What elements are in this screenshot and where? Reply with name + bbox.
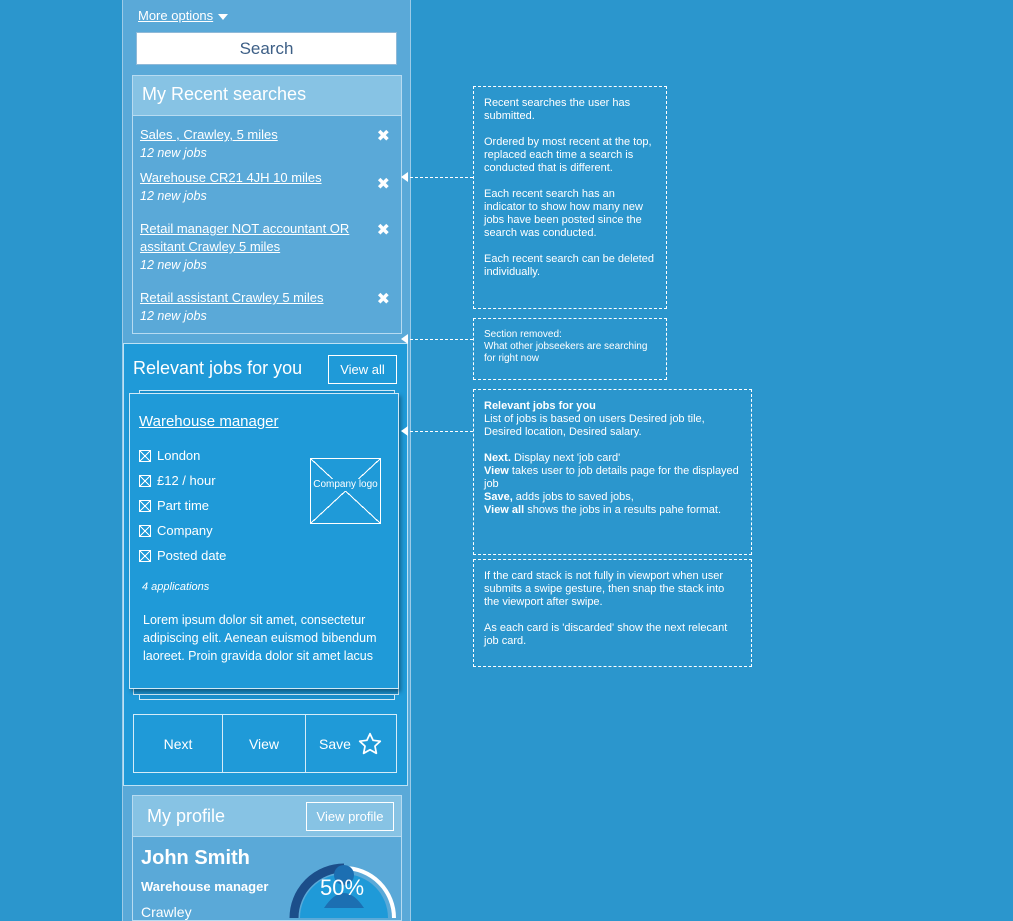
image-placeholder-icon (139, 475, 151, 487)
my-profile-panel (132, 795, 402, 921)
image-placeholder-icon (139, 525, 151, 537)
delete-search-icon[interactable]: ✖ (376, 128, 390, 145)
profile-title: My profile (147, 806, 226, 826)
annotation-card-stack: If the card stack is not fully in viewport when user submits a swipe gesture, then snap the stack into the viewport after swipe. As each card is 'discarded' show the next relecant job card. (473, 559, 752, 667)
delete-search-icon[interactable]: ✖ (376, 222, 390, 239)
profile-name: John Smith (141, 847, 250, 869)
new-jobs-count: 12 new jobs (140, 309, 207, 323)
profile-completion-value: 50% (320, 875, 365, 900)
more-options-label: More options (138, 8, 214, 23)
job-posted-date: Posted date (139, 548, 226, 564)
view-button[interactable]: View (223, 715, 306, 772)
company-logo-placeholder: Company logo (310, 458, 381, 524)
arrow-left-icon (401, 172, 408, 182)
card-actions (133, 714, 397, 773)
application-count: 4 applications (142, 581, 210, 593)
job-description: Lorem ipsum dolor sit amet, consectetur adipiscing elit. Aenean euismod bibendum laoreet. Proin gravida dolor sit amet lacus (143, 613, 377, 663)
annotation-connector (405, 431, 473, 432)
recent-search-item (140, 169, 390, 205)
delete-search-icon[interactable]: ✖ (376, 291, 390, 308)
image-placeholder-icon (139, 550, 151, 562)
arrow-left-icon (401, 334, 408, 344)
recent-search-link[interactable]: Retail manager NOT accountant OR assitant Crawley 5 miles (140, 221, 350, 254)
next-button[interactable]: Next (134, 715, 223, 772)
recent-search-item (140, 220, 390, 274)
relevant-jobs-title: Relevant jobs for you (133, 358, 303, 378)
view-all-button[interactable]: View all (328, 355, 397, 384)
image-placeholder-icon (139, 450, 151, 462)
search-button[interactable]: Search (136, 32, 397, 65)
star-icon (357, 731, 383, 757)
job-location: London (139, 448, 200, 464)
recent-search-link[interactable]: Warehouse CR21 4JH 10 miles (140, 170, 322, 185)
recent-searches-title: My Recent searches (133, 76, 401, 116)
job-card[interactable] (129, 393, 399, 689)
recent-search-link[interactable]: Retail assistant Crawley 5 miles (140, 290, 324, 305)
annotation-relevant-jobs: Relevant jobs for you List of jobs is based on users Desired job tile, Desired location, Desired salary. Next. Display next 'job card' View takes user to job details page for the displayed job Save, adds jobs to saved jobs, View all shows the jobs in a results pahe format. (473, 389, 752, 555)
recent-searches-panel (132, 75, 402, 334)
new-jobs-count: 12 new jobs (140, 189, 207, 203)
annotation-recent-searches: Recent searches the user has submitted. Ordered by most recent at the top, replaced each time a search is conducted that is different. Each recent search has an indicator to show how many new jobs have been posted since the search was conducted. Each recent search can be deleted individually. (473, 86, 667, 309)
caret-down-icon (218, 14, 228, 20)
new-jobs-count: 12 new jobs (140, 258, 207, 272)
recent-search-link[interactable]: Sales , Crawley, 5 miles (140, 127, 278, 142)
annotation-connector (405, 177, 473, 178)
recent-search-item (140, 126, 390, 162)
delete-search-icon[interactable]: ✖ (376, 176, 390, 193)
image-placeholder-icon (139, 500, 151, 512)
relevant-jobs-panel (123, 343, 408, 786)
profile-role: Warehouse manager (141, 879, 269, 894)
arrow-left-icon (401, 426, 408, 436)
new-jobs-count: 12 new jobs (140, 146, 207, 160)
annotation-connector (405, 339, 473, 340)
annotation-section-removed: Section removed: What other jobseekers are searching for right now (473, 318, 667, 380)
more-options-link[interactable] (138, 8, 228, 23)
recent-search-item (140, 289, 390, 325)
job-salary: £12 / hour (139, 473, 216, 489)
profile-location: Crawley (141, 904, 192, 920)
view-profile-button[interactable]: View profile (306, 802, 394, 831)
save-button[interactable]: Save (306, 715, 396, 772)
job-type: Part time (139, 498, 209, 514)
job-company: Company (139, 523, 213, 539)
job-title-link[interactable]: Warehouse manager (139, 413, 279, 430)
